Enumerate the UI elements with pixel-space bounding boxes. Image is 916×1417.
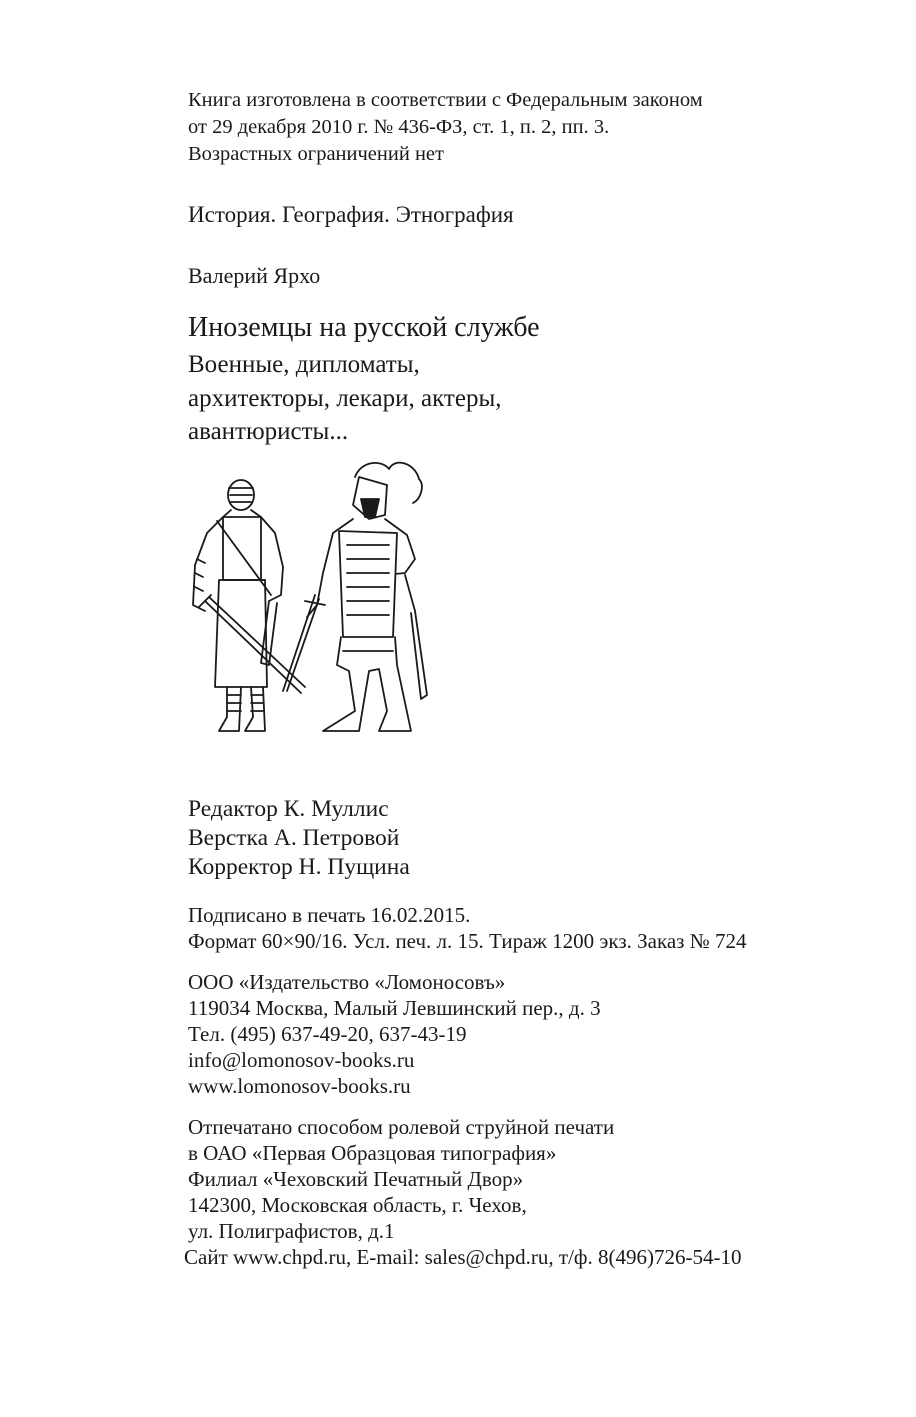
publisher-phone: Тел. (495) 637-49-20, 637-43-19 <box>188 1022 467 1046</box>
credit-editor: Редактор К. Муллис <box>188 796 389 822</box>
category-line: История. География. Этнография <box>188 202 514 227</box>
print-format-line: Формат 60×90/16. Усл. печ. л. 15. Тираж 1200 экз. Заказ № 724 <box>188 929 747 953</box>
printer-line-1: Отпечатано способом ролевой струйной печати <box>188 1115 615 1139</box>
printer-line-5: ул. Полиграфистов, д.1 <box>188 1219 395 1243</box>
author-name: Валерий Ярхо <box>188 263 321 288</box>
publisher-email: info@lomonosov-books.ru <box>188 1048 415 1072</box>
printer-contact-line: Сайт www.chpd.ru, E-mail: sales@chpd.ru, т/ф. 8(496)726-54-10 <box>184 1245 742 1269</box>
right-knight-icon <box>283 463 427 731</box>
law-notice-line-1: Книга изготовлена в соответствии с Федеральным законом <box>188 89 703 111</box>
left-knight-icon <box>193 480 305 731</box>
credit-layout: Верстка А. Петровой <box>188 825 400 851</box>
law-notice-line-3: Возрастных ограничений нет <box>188 143 444 165</box>
printer-line-3: Филиал «Чеховский Печатный Двор» <box>188 1167 524 1191</box>
two-knights-illustration-icon <box>183 455 443 740</box>
subtitle-line-3: авантюристы... <box>188 418 349 445</box>
subtitle-line-2: архитекторы, лекари, актеры, <box>188 385 502 412</box>
law-notice-line-2: от 29 декабря 2010 г. № 436-ФЗ, ст. 1, п. 2, пп. 3. <box>188 116 610 138</box>
book-title: Иноземцы на русской службе <box>188 312 540 343</box>
printer-line-2: в ОАО «Первая Образцовая типография» <box>188 1141 557 1165</box>
printer-line-4: 142300, Московская область, г. Чехов, <box>188 1193 527 1217</box>
credit-proofreader: Корректор Н. Пущина <box>188 854 410 880</box>
publisher-address: 119034 Москва, Малый Левшинский пер., д. 3 <box>188 996 601 1020</box>
subtitle-line-1: Военные, дипломаты, <box>188 351 420 378</box>
publisher-name: ООО «Издательство «Ломоносовъ» <box>188 970 506 994</box>
print-signed-date: Подписано в печать 16.02.2015. <box>188 903 471 927</box>
publisher-website: www.lomonosov-books.ru <box>188 1074 411 1098</box>
